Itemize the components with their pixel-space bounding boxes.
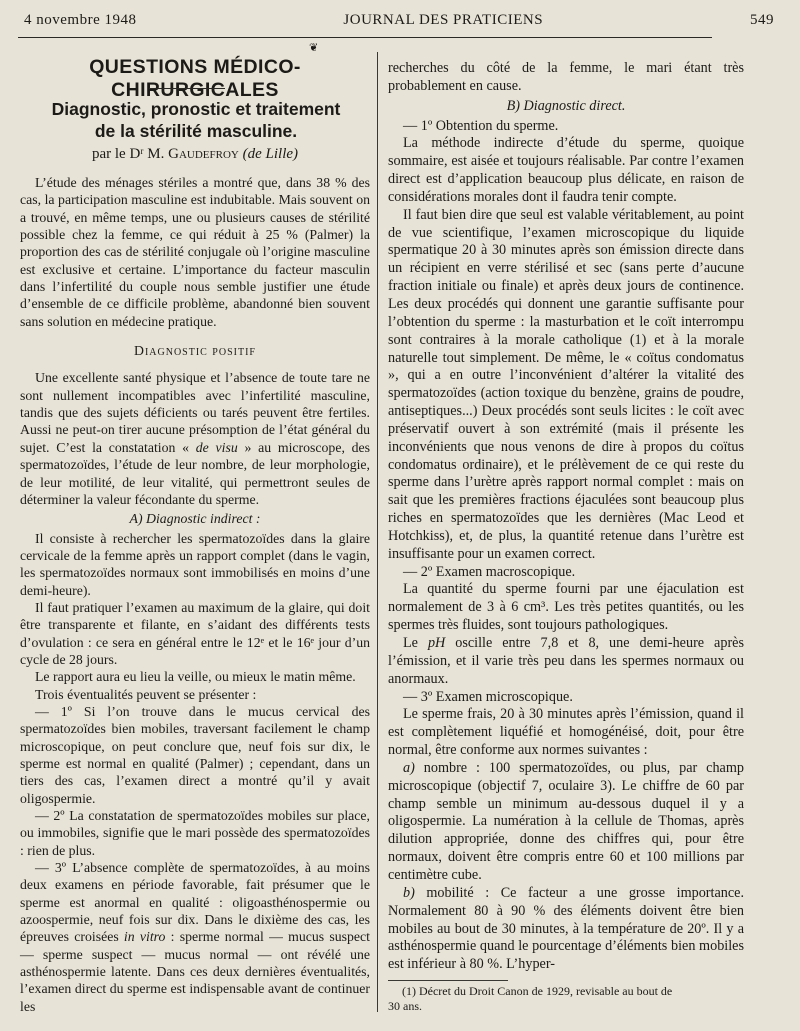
paragraph-collection-methods: Il faut bien dire que seul est valable véritablement, au point de vue scientifique, l’examen microscopique du liquide spermatique 20 à 30 minutes après son émission directe dans un récipient en verre stérilisé et sec (sans perte d’aucune fraction initiale ou finale) et après deux jours de continence. Les deux procédés qui donnent une garantie suffisante pour l’obtention du sperme : la masturbation et le coït interrompu sont contraires à la morale catholique (1) et à la morale naturelle tout simplement. De même, le « coïtus condomatus », qui a en outre l’inconvénient d’altérer la vitalité des spermatozoïdes (action toxique du benzène, grains de poudre, antiseptiques...) Deux procédés sont seuls licites : le coït avec préservatif ouvert à son extrémité (mais il présente les inconvénients que nous venons de dire à propos du coïtus condomatus ordinaire), et le prélèvement de ce qui reste du sperme dans l’urètre après rapport normal complet : mais on sait que les premières fractions éjaculées sont beaucoup plus riches en spermatozoïdes que les dernières (Mac Leod et Hotchkiss), et, de plus, la quantité retenue dans l’urètre est insuffisante pour un examen correct. xyxy=(388,206,744,562)
footnote-line-1: (1) Décret du Droit Canon de 1929, revisable au bout de xyxy=(402,984,673,998)
paragraph-indirect-vs-direct: La méthode indirecte d’étude du sperme, quoique sommaire, est aisée et toujours réalisable. Par contre l’examen direct est d’application beaucoup plus délicate, en raison de considérations morales dont il faudra tenir compte. xyxy=(388,135,744,205)
byline-prefix: par le Dʳ M. xyxy=(91,146,165,162)
paragraph-case-3: — 3º L’absence complète de spermatozoïdes, à au moins deux examens en période favorable, fait présumer que le sperme est anormal en qualité : oligoasthénospermie ou azoospermie, neuf fois sur dix. Dans le dixième des cas, les épreuves croisées in vitro : sperme normal — mucus suspect — sperme suspect — mucus normal — ont révélé une asthénospermie latente. Dans ces deux dernières éventualités, l’examen direct du sperme est indispensable avant de continuer les xyxy=(20,860,370,1014)
subhead-diagnostic-indirect: A) Diagnostic indirect : xyxy=(129,511,261,527)
paragraph-ovulation-tests: Il faut pratiquer l’examen au maximum de la glaire, qui doit être transparente et filante, en s’aidant des différents tests d’ovulation : ce sera en général entre le 12ᵉ et le 16ᵉ jour d’un cycle de 28 jours. xyxy=(20,599,370,667)
subhead-diagnostic-direct: B) Diagnostic direct. xyxy=(506,97,626,114)
rubric-rule xyxy=(149,88,225,89)
article-title xyxy=(24,98,368,142)
footnote-rule xyxy=(388,980,508,981)
paragraph-indirect-method: Il consiste à rechercher les spermatozoïdes dans la glaire cervicale de la femme après un rapport complet (dans le vagin, les spermatozoïdes normaux sont immobilisés en moins d’une demi-heure). xyxy=(20,530,370,598)
italic-de-visu: de visu xyxy=(195,439,238,455)
title-line-2: de la stérilité masculine. xyxy=(94,121,298,141)
subhead-diagnostic-positif: Diagnostic positif xyxy=(134,343,256,359)
issue-date: 4 novembre 1948 xyxy=(24,12,137,28)
heading-microscopic: — 3º Examen microscopique. xyxy=(403,688,573,705)
ornament-icon: ❦ xyxy=(309,42,319,54)
footnote-line-2: 30 ans. xyxy=(388,999,422,1013)
paragraph-continuation: recherches du côté de la femme, le mari étant très probablement en cause. xyxy=(388,60,744,94)
intro-paragraph: L’étude des ménages stériles a montré que, dans 38 % des cas, la participation masculine est indubitable. Mais souvent on a trouvé, en même temps, une ou plusieurs causes de stérilité possible chez la femme, ce qui réduit à 25 % (Palmer) la proportion des cas de stérilité conjugale où l’origine masculine est exclusive et certaine. L’importance du facteur masculin dans l’infertilité du couple nous semble justifier une étude d’ensemble de ce difficile problème, abandonné bien souvent sans solution en médecine pratique. xyxy=(20,175,370,329)
title-line-1: Diagnostic, pronostic et traitement xyxy=(51,99,341,119)
heading-macroscopic: — 2º Examen macroscopique. xyxy=(403,563,576,580)
journal-name: JOURNAL DES PRATICIENS xyxy=(343,12,544,28)
author-name: Gaudefroy xyxy=(168,146,239,162)
paragraph-ph: Le pH oscille entre 7,8 et 8, une demi-heure après l’émission, et il varie très peu dans les spermes normaux ou anormaux. xyxy=(388,635,744,687)
heading-obtention: — 1º Obtention du sperme. xyxy=(403,117,559,134)
italic-in-vitro: in vitro xyxy=(123,929,166,945)
page-number: 549 xyxy=(750,12,774,28)
right-column xyxy=(388,60,744,974)
paragraph-general-state: Une excellente santé physique et l’absence de toute tare ne sont nullement incompatibles avec l’infertilité masculine, tandis que des sujets déficients ou tarés peuvent être fertiles. Aussi ne peut-on tirer aucune présomption de l’état général du sujet. C’est la constatation « de visu » au microscope, des spermatozoïdes, l’étude de leur nombre, de leur morphologie, de leur motilité, de leur vitalité, qui permettront seules de déterminer la valeur fécondante du sperme. xyxy=(20,370,371,507)
section-rubric: QUESTIONS MÉDICO-CHIRURGICALES xyxy=(89,56,301,101)
footnote xyxy=(388,984,744,1014)
paragraph-motility: b) mobilité : Ce facteur a une grosse importance. Normalement 80 à 90 % des éléments doivent être bien mobiles au bout de 30 minutes, à la température de 20º. Il y a asthénospermie quand le pourcentage d’éléments bien mobiles est inférieur à 80 %. L’hyper- xyxy=(388,884,744,973)
left-column xyxy=(20,174,370,1015)
paragraph-case-2: — 2º La constatation de spermatozoïdes mobiles sur place, ou immobiles, signifie que le mari possède des spermatozoïdes : rien de plus. xyxy=(20,808,370,858)
column-divider xyxy=(377,52,378,1012)
paragraph-three-cases: Trois éventualités peuvent se présenter : xyxy=(35,686,257,702)
paragraph-count: a) nombre : 100 spermatozoïdes, ou plus, par champ microscopique (objectif 7, oculaire 3). Le chiffre de 60 par champ semble un minimum au-dessous duquel il y a oligospermie. La numération à la cellule de Thomas, après dilution appropriée, donne des chiffres qui, pour être normaux, doivent être compris entre 60 et 100 millions par centimètre cube. xyxy=(388,759,744,883)
running-head xyxy=(24,12,774,34)
author-affiliation: (de Lille) xyxy=(242,146,299,162)
header-rule xyxy=(18,37,712,38)
paragraph-case-1: — 1º Si l’on trouve dans le mucus cervical des spermatozoïdes bien mobiles, traversant facilement le champ microscopique, on peut conclure que, neuf fois sur dix, le sperme est normal en qualité (Palmer) ; cependant, dans un tiers des cas, l’examen direct a montré qu’il y avait oligospermie. xyxy=(20,703,370,806)
paragraph-timing: Le rapport aura eu lieu la veille, ou mieux le matin même. xyxy=(35,669,356,685)
byline xyxy=(20,146,370,163)
paragraph-norms: Le sperme frais, 20 à 30 minutes après l’émission, quand il est complètement liquéfié et homogénéisé, doit, pour être normal, être conforme aux normes suivantes : xyxy=(388,706,744,759)
paragraph-volume: La quantité du sperme fourni par une éjaculation est normalement de 3 à 6 cm³. Les très petites quantités, ou les spermes très fluides, sont toujours pathologiques. xyxy=(388,581,744,634)
